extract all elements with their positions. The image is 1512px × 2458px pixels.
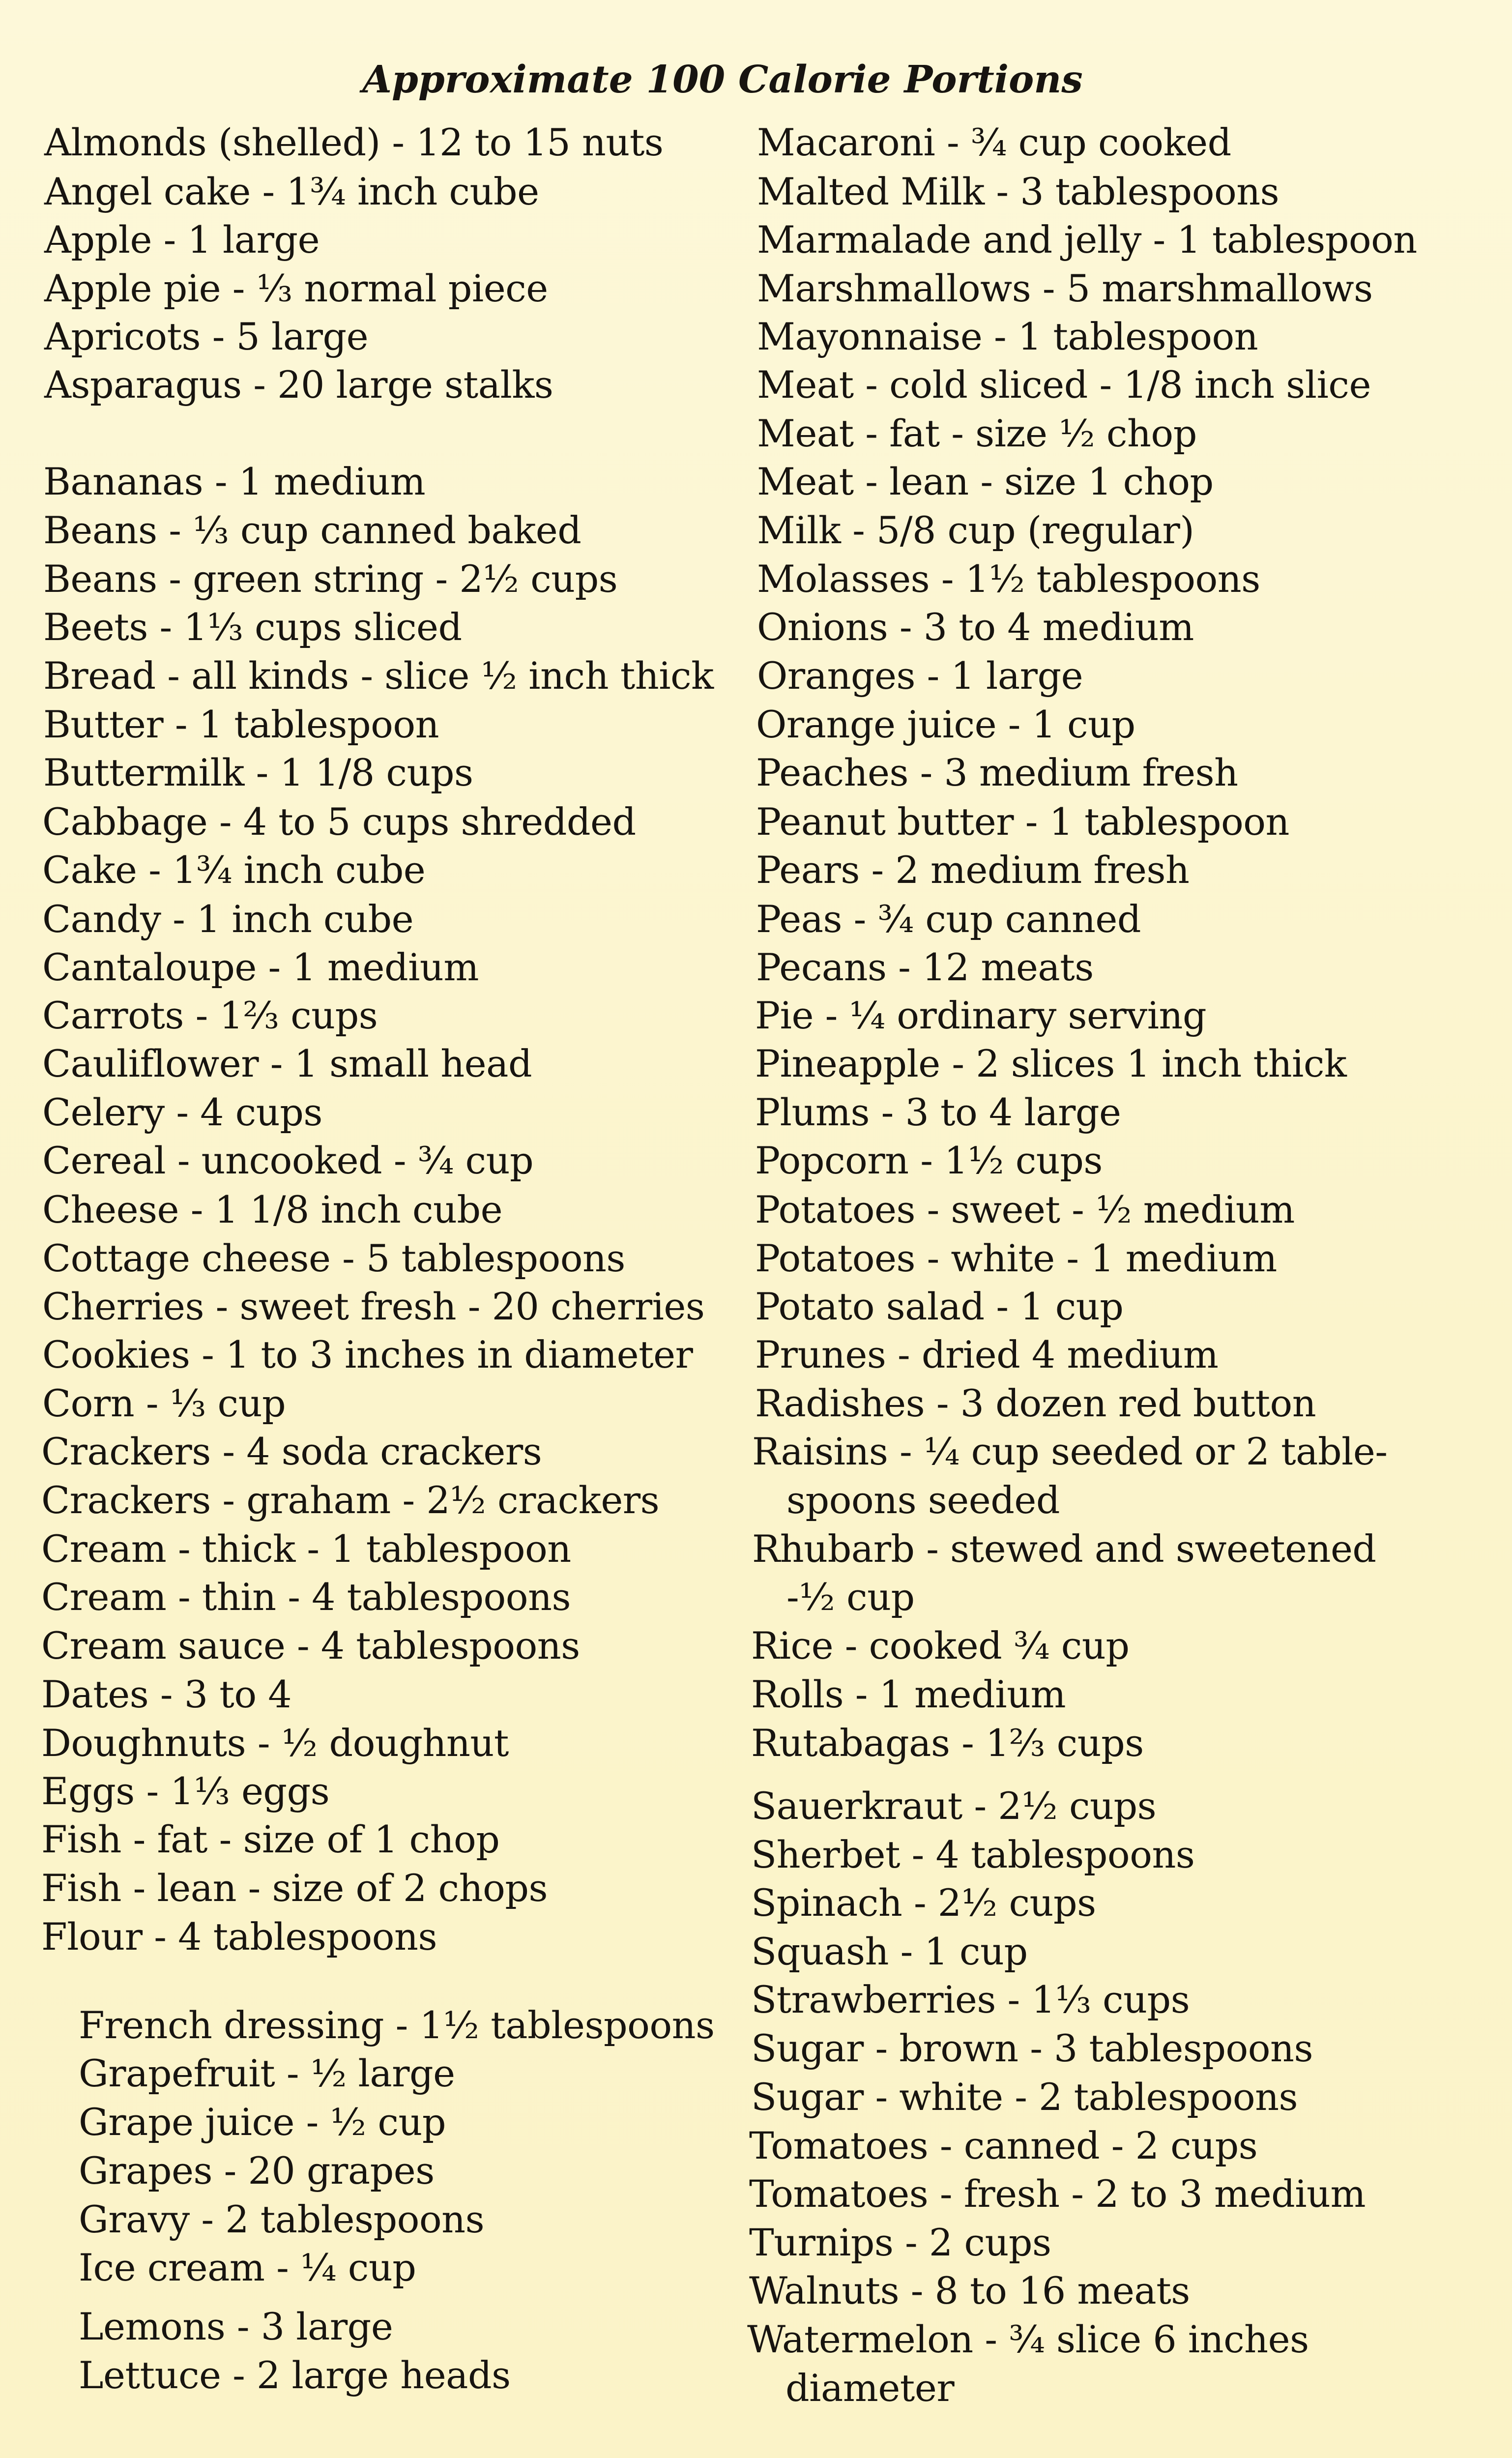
portion-entry-sherbet-4-tablespoons: Sherbet - 4 tablespoons <box>751 1833 1195 1876</box>
portion-entry-gravy-2-tablespoons: Gravy - 2 tablespoons <box>79 2197 485 2241</box>
portion-entry-orange-juice-1-cup: Orange juice - 1 cup <box>756 702 1135 746</box>
portion-entry-milk-5-8-cup-regular: Milk - 5/8 cup (regular) <box>757 508 1194 552</box>
portion-entry-pie-ordinary-serving: Pie - ¼ ordinary serving <box>755 994 1207 1037</box>
portion-entry-grapefruit-large: Grapefruit - ½ large <box>79 2051 455 2095</box>
portion-entry-molasses-1-tablespoons: Molasses - 1½ tablespoons <box>757 557 1260 601</box>
portion-entry-prunes-dried-4-medium: Prunes - dried 4 medium <box>755 1333 1219 1376</box>
portion-entry-peanut-butter-1-tablespoon: Peanut butter - 1 tablespoon <box>756 800 1289 844</box>
portion-entry-meat-lean-size-1-chop: Meat - lean - size 1 chop <box>757 460 1214 503</box>
portion-entry-pecans-12-meats: Pecans - 12 meats <box>756 945 1094 989</box>
portion-entry-meat-fat-size-chop: Meat - fat - size ½ chop <box>757 411 1197 455</box>
portion-entry-angel-cake-1-inch-cube: Angel cake - 1¾ inch cube <box>44 170 539 213</box>
portion-entry-meat-cold-sliced-1-8-inch-slice: Meat - cold sliced - 1/8 inch slice <box>757 363 1371 407</box>
portion-entry-pineapple-2-slices-1-inch-thick: Pineapple - 2 slices 1 inch thick <box>755 1042 1347 1085</box>
portion-entry-rice-cooked-cup: Rice - cooked ¾ cup <box>751 1624 1130 1668</box>
portion-entry-ice-cream-cup: Ice cream - ¼ cup <box>79 2246 416 2289</box>
portion-entry-apple-pie-normal-piece: Apple pie - ⅓ normal piece <box>44 266 548 310</box>
portion-entry-fish-fat-size-of-1-chop: Fish - fat - size of 1 chop <box>41 1817 500 1861</box>
portion-entry-cookies-1-to-3-inches-in-diameter: Cookies - 1 to 3 inches in diameter <box>42 1333 693 1376</box>
portion-entry-sugar-white-2-tablespoons: Sugar - white - 2 tablespoons <box>751 2075 1298 2119</box>
portion-entry-bread-all-kinds-slice-inch-thick: Bread - all kinds - slice ½ inch thick <box>43 654 714 698</box>
portion-entry-cream-sauce-4-tablespoons: Cream sauce - 4 tablespoons <box>41 1624 580 1668</box>
portion-entry-cottage-cheese-5-tablespoons: Cottage cheese - 5 tablespoons <box>42 1236 625 1280</box>
portion-entry-watermelon-slice-6-inches: Watermelon - ¾ slice 6 inches <box>747 2317 1309 2361</box>
portion-entry-beans-cup-canned-baked: Beans - ⅓ cup canned baked <box>43 508 582 552</box>
portion-entry-eggs-1-eggs: Eggs - 1⅓ eggs <box>41 1769 330 1813</box>
portion-entry-squash-1-cup: Squash - 1 cup <box>751 1930 1028 1973</box>
portion-entry-walnuts-8-to-16-meats: Walnuts - 8 to 16 meats <box>749 2269 1190 2312</box>
portion-entry-peas-cup-canned: Peas - ¾ cup canned <box>756 897 1141 941</box>
portion-entry-raisins-cup-seeded-or-2-table: Raisins - ¼ cup seeded or 2 table- <box>752 1430 1388 1473</box>
portion-entry-potato-salad-1-cup: Potato salad - 1 cup <box>755 1285 1124 1328</box>
portion-entry-asparagus-20-large-stalks: Asparagus - 20 large stalks <box>44 363 553 407</box>
portion-entry-french-dressing-1-tablespoons: French dressing - 1½ tablespoons <box>79 2003 715 2047</box>
portion-entry-diameter: diameter <box>785 2366 955 2410</box>
portion-entry-tomatoes-canned-2-cups: Tomatoes - canned - 2 cups <box>749 2124 1258 2167</box>
portion-entry-marshmallows-5-marshmallows: Marshmallows - 5 marshmallows <box>757 266 1373 310</box>
portion-entry-grapes-20-grapes: Grapes - 20 grapes <box>79 2149 435 2193</box>
portion-entry-bananas-1-medium: Bananas - 1 medium <box>43 460 426 503</box>
portion-entry-lemons-3-large: Lemons - 3 large <box>79 2305 393 2348</box>
portion-entry-rutabagas-1-cups: Rutabagas - 1⅔ cups <box>751 1721 1144 1765</box>
portion-entry-apricots-5-large: Apricots - 5 large <box>44 315 369 358</box>
portion-entry-turnips-2-cups: Turnips - 2 cups <box>749 2221 1051 2264</box>
portion-entry-cake-1-inch-cube: Cake - 1¾ inch cube <box>42 848 426 892</box>
portion-entry-potatoes-sweet-medium: Potatoes - sweet - ½ medium <box>755 1188 1295 1231</box>
portion-entry-sauerkraut-2-cups: Sauerkraut - 2½ cups <box>751 1784 1157 1828</box>
portion-entry-apple-1-large: Apple - 1 large <box>44 218 320 262</box>
portion-entry-marmalade-and-jelly-1-tablespoon: Marmalade and jelly - 1 tablespoon <box>757 218 1417 262</box>
portion-entry-radishes-3-dozen-red-button: Radishes - 3 dozen red button <box>755 1381 1316 1425</box>
portion-entry-beets-1-cups-sliced: Beets - 1⅓ cups sliced <box>43 605 462 649</box>
portion-entry-doughnuts-doughnut: Doughnuts - ½ doughnut <box>41 1721 509 1765</box>
portion-entry-carrots-1-cups: Carrots - 1⅔ cups <box>42 994 378 1037</box>
portion-entry-peaches-3-medium-fresh: Peaches - 3 medium fresh <box>756 751 1238 794</box>
portion-entry-rolls-1-medium: Rolls - 1 medium <box>751 1672 1066 1716</box>
portion-entry-popcorn-1-cups: Popcorn - 1½ cups <box>755 1139 1103 1182</box>
portion-entry-malted-milk-3-tablespoons: Malted Milk - 3 tablespoons <box>757 170 1279 213</box>
portion-entry-plums-3-to-4-large: Plums - 3 to 4 large <box>755 1090 1121 1134</box>
portion-entry-cup: -½ cup <box>786 1575 915 1619</box>
portion-entry-cheese-1-1-8-inch-cube: Cheese - 1 1/8 inch cube <box>42 1188 503 1231</box>
portion-entry-corn-cup: Corn - ⅓ cup <box>42 1381 286 1425</box>
portion-entry-mayonnaise-1-tablespoon: Mayonnaise - 1 tablespoon <box>757 315 1258 358</box>
portion-entry-oranges-1-large: Oranges - 1 large <box>757 654 1083 698</box>
portion-entry-cream-thin-4-tablespoons: Cream - thin - 4 tablespoons <box>41 1575 571 1619</box>
portion-entry-cabbage-4-to-5-cups-shredded: Cabbage - 4 to 5 cups shredded <box>42 800 636 844</box>
portion-entry-flour-4-tablespoons: Flour - 4 tablespoons <box>41 1915 437 1959</box>
portion-entry-cream-thick-1-tablespoon: Cream - thick - 1 tablespoon <box>41 1527 571 1571</box>
portion-entry-cauliflower-1-small-head: Cauliflower - 1 small head <box>42 1042 532 1085</box>
page-title: Approximate 100 Calorie Portions <box>362 58 1083 102</box>
portion-entry-dates-3-to-4: Dates - 3 to 4 <box>41 1672 292 1716</box>
portion-entry-cereal-uncooked-cup: Cereal - uncooked - ¾ cup <box>42 1139 534 1182</box>
portion-entry-pears-2-medium-fresh: Pears - 2 medium fresh <box>756 848 1190 892</box>
portion-entry-rhubarb-stewed-and-sweetened: Rhubarb - stewed and sweetened <box>752 1527 1376 1571</box>
portion-entry-strawberries-1-cups: Strawberries - 1⅓ cups <box>751 1978 1190 2021</box>
portion-entry-tomatoes-fresh-2-to-3-medium: Tomatoes - fresh - 2 to 3 medium <box>749 2172 1366 2216</box>
portion-entry-crackers-graham-2-crackers: Crackers - graham - 2½ crackers <box>41 1478 660 1522</box>
portion-entry-buttermilk-1-1-8-cups: Buttermilk - 1 1/8 cups <box>43 751 473 794</box>
portion-entry-onions-3-to-4-medium: Onions - 3 to 4 medium <box>757 605 1194 649</box>
portion-entry-celery-4-cups: Celery - 4 cups <box>42 1090 322 1134</box>
portion-entry-fish-lean-size-of-2-chops: Fish - lean - size of 2 chops <box>41 1866 548 1910</box>
portion-entry-butter-1-tablespoon: Butter - 1 tablespoon <box>43 702 439 746</box>
portion-entry-lettuce-2-large-heads: Lettuce - 2 large heads <box>79 2353 511 2397</box>
portion-entry-potatoes-white-1-medium: Potatoes - white - 1 medium <box>755 1236 1277 1280</box>
portion-entry-cantaloupe-1-medium: Cantaloupe - 1 medium <box>42 945 479 989</box>
portion-entry-cherries-sweet-fresh-20-cherries: Cherries - sweet fresh - 20 cherries <box>42 1285 705 1328</box>
portion-entry-crackers-4-soda-crackers: Crackers - 4 soda crackers <box>41 1430 542 1473</box>
portion-entry-candy-1-inch-cube: Candy - 1 inch cube <box>42 897 414 941</box>
portion-entry-grape-juice-cup: Grape juice - ½ cup <box>79 2100 446 2144</box>
portion-entry-almonds-shelled-12-to-15-nuts: Almonds (shelled) - 12 to 15 nuts <box>44 120 664 164</box>
portion-entry-spinach-2-cups: Spinach - 2½ cups <box>751 1881 1096 1925</box>
portion-entry-macaroni-cup-cooked: Macaroni - ¾ cup cooked <box>757 120 1231 164</box>
portion-entry-sugar-brown-3-tablespoons: Sugar - brown - 3 tablespoons <box>751 2026 1313 2070</box>
portion-entry-spoons-seeded: spoons seeded <box>786 1478 1060 1522</box>
portion-entry-beans-green-string-2-cups: Beans - green string - 2½ cups <box>43 557 618 601</box>
